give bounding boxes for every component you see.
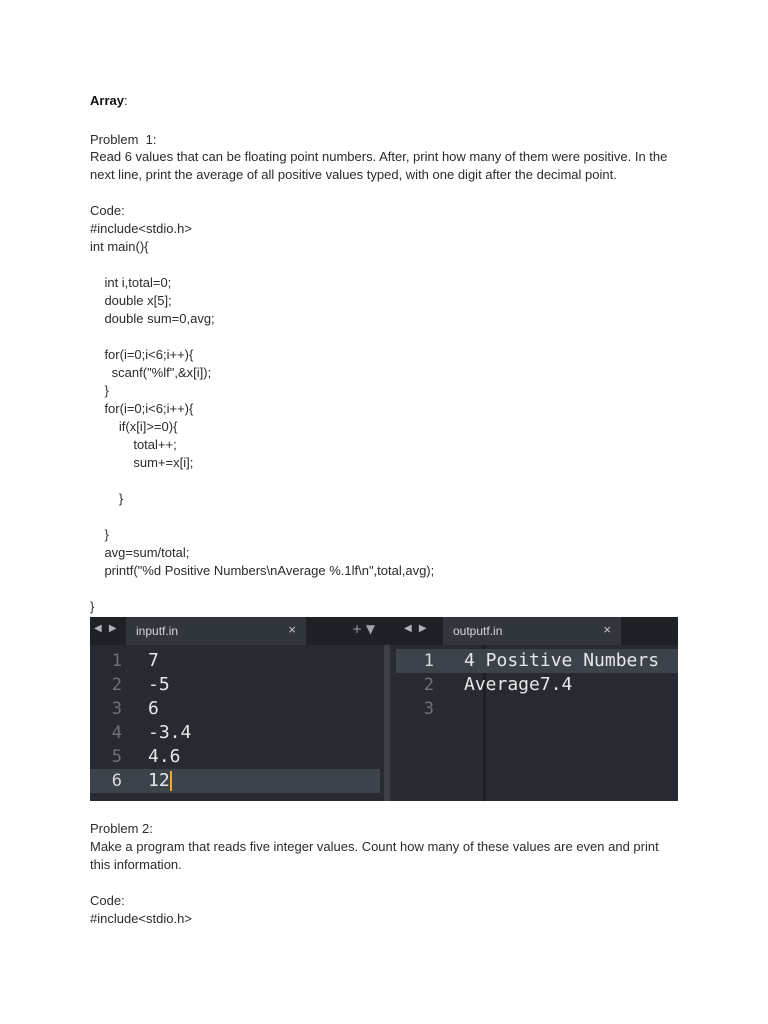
code-line: if(x[i]>=0){: [90, 419, 178, 434]
tab-outputf-label: outputf.in: [453, 624, 503, 638]
input-scrollbar[interactable]: [384, 645, 390, 801]
editor-line[interactable]: [90, 673, 380, 697]
tab-inputf[interactable]: [126, 617, 306, 645]
problem-2-title: Problem 2:: [90, 821, 153, 836]
line-text: 12: [148, 770, 170, 791]
line-number: 3: [111, 699, 122, 719]
code-line: for(i=0;i<6;i++){: [90, 347, 194, 362]
editor-line[interactable]: [90, 649, 380, 673]
close-icon[interactable]: ×: [603, 622, 611, 637]
code-line: int i,total=0;: [90, 275, 172, 290]
code-line: }: [90, 599, 95, 614]
code-line: scanf("%lf",&x[i]);: [90, 365, 212, 380]
code-line: double x[5];: [90, 293, 172, 308]
problem-1-description: Read 6 values that can be floating point numbers. After, print how many of them were positive. In the next line, print the average of all positive values typed, with one digit after the decimal point.: [90, 149, 668, 182]
problem-2-description: Make a program that reads five integer values. Count how many of these values are even and print this information.: [90, 839, 659, 872]
input-pane[interactable]: [90, 645, 380, 801]
line-text: 4 Positive Numbers: [464, 650, 660, 671]
line-text: Average7.4: [464, 674, 573, 695]
code-line: }: [90, 527, 109, 542]
line-text: 6: [148, 698, 159, 719]
editor-line[interactable]: [396, 649, 678, 673]
code-line: #include<stdio.h>: [90, 221, 192, 236]
line-number: 6: [111, 771, 122, 791]
problem-1-code-label: Code:: [90, 203, 125, 218]
line-text: -3.4: [148, 722, 192, 743]
editor-line[interactable]: [90, 745, 380, 769]
code-line: total++;: [90, 437, 177, 452]
code-line: sum+=x[i];: [90, 455, 194, 470]
editor-line[interactable]: [90, 769, 380, 793]
editor-line[interactable]: [90, 697, 380, 721]
code-line: avg=sum/total;: [90, 545, 190, 560]
code-line: int main(){: [90, 239, 149, 254]
code-line: }: [90, 383, 109, 398]
editor-line[interactable]: [396, 673, 678, 697]
line-number: 1: [423, 651, 434, 671]
section-heading: Array:: [90, 93, 128, 108]
line-number: 2: [423, 675, 434, 695]
output-pane[interactable]: [396, 645, 678, 801]
code-line: for(i=0;i<6;i++){: [90, 401, 194, 416]
editor-line[interactable]: [90, 721, 380, 745]
line-number: 3: [423, 699, 434, 719]
tab-nav-arrows-icon[interactable]: ◀ ▶: [94, 623, 119, 634]
code-line: double sum=0,avg;: [90, 311, 215, 326]
problem-2-code-label: Code:: [90, 893, 125, 908]
code-line: printf("%d Positive Numbers\nAverage %.1lf\n",total,avg);: [90, 563, 435, 578]
line-number: 2: [111, 675, 122, 695]
editor-line[interactable]: [396, 697, 678, 721]
text-caret: [170, 771, 172, 791]
close-icon[interactable]: ×: [288, 622, 296, 637]
line-text: -5: [148, 674, 170, 695]
new-tab-dropdown-icon[interactable]: + ▼: [352, 622, 376, 636]
line-number: 4: [111, 723, 122, 743]
editor-screenshot: [90, 617, 678, 801]
tab-inputf-label: inputf.in: [136, 624, 179, 638]
tab-outputf[interactable]: [443, 617, 621, 645]
line-text: 7: [148, 650, 159, 671]
problem-2-code-line: #include<stdio.h>: [90, 911, 192, 926]
line-text: 4.6: [148, 746, 181, 767]
line-number: 5: [111, 747, 122, 767]
code-line: }: [90, 491, 124, 506]
problem-1-title: Problem 1:: [90, 132, 157, 147]
line-number: 1: [111, 651, 122, 671]
tab-nav-arrows-icon[interactable]: ◀ ▶: [404, 623, 429, 634]
